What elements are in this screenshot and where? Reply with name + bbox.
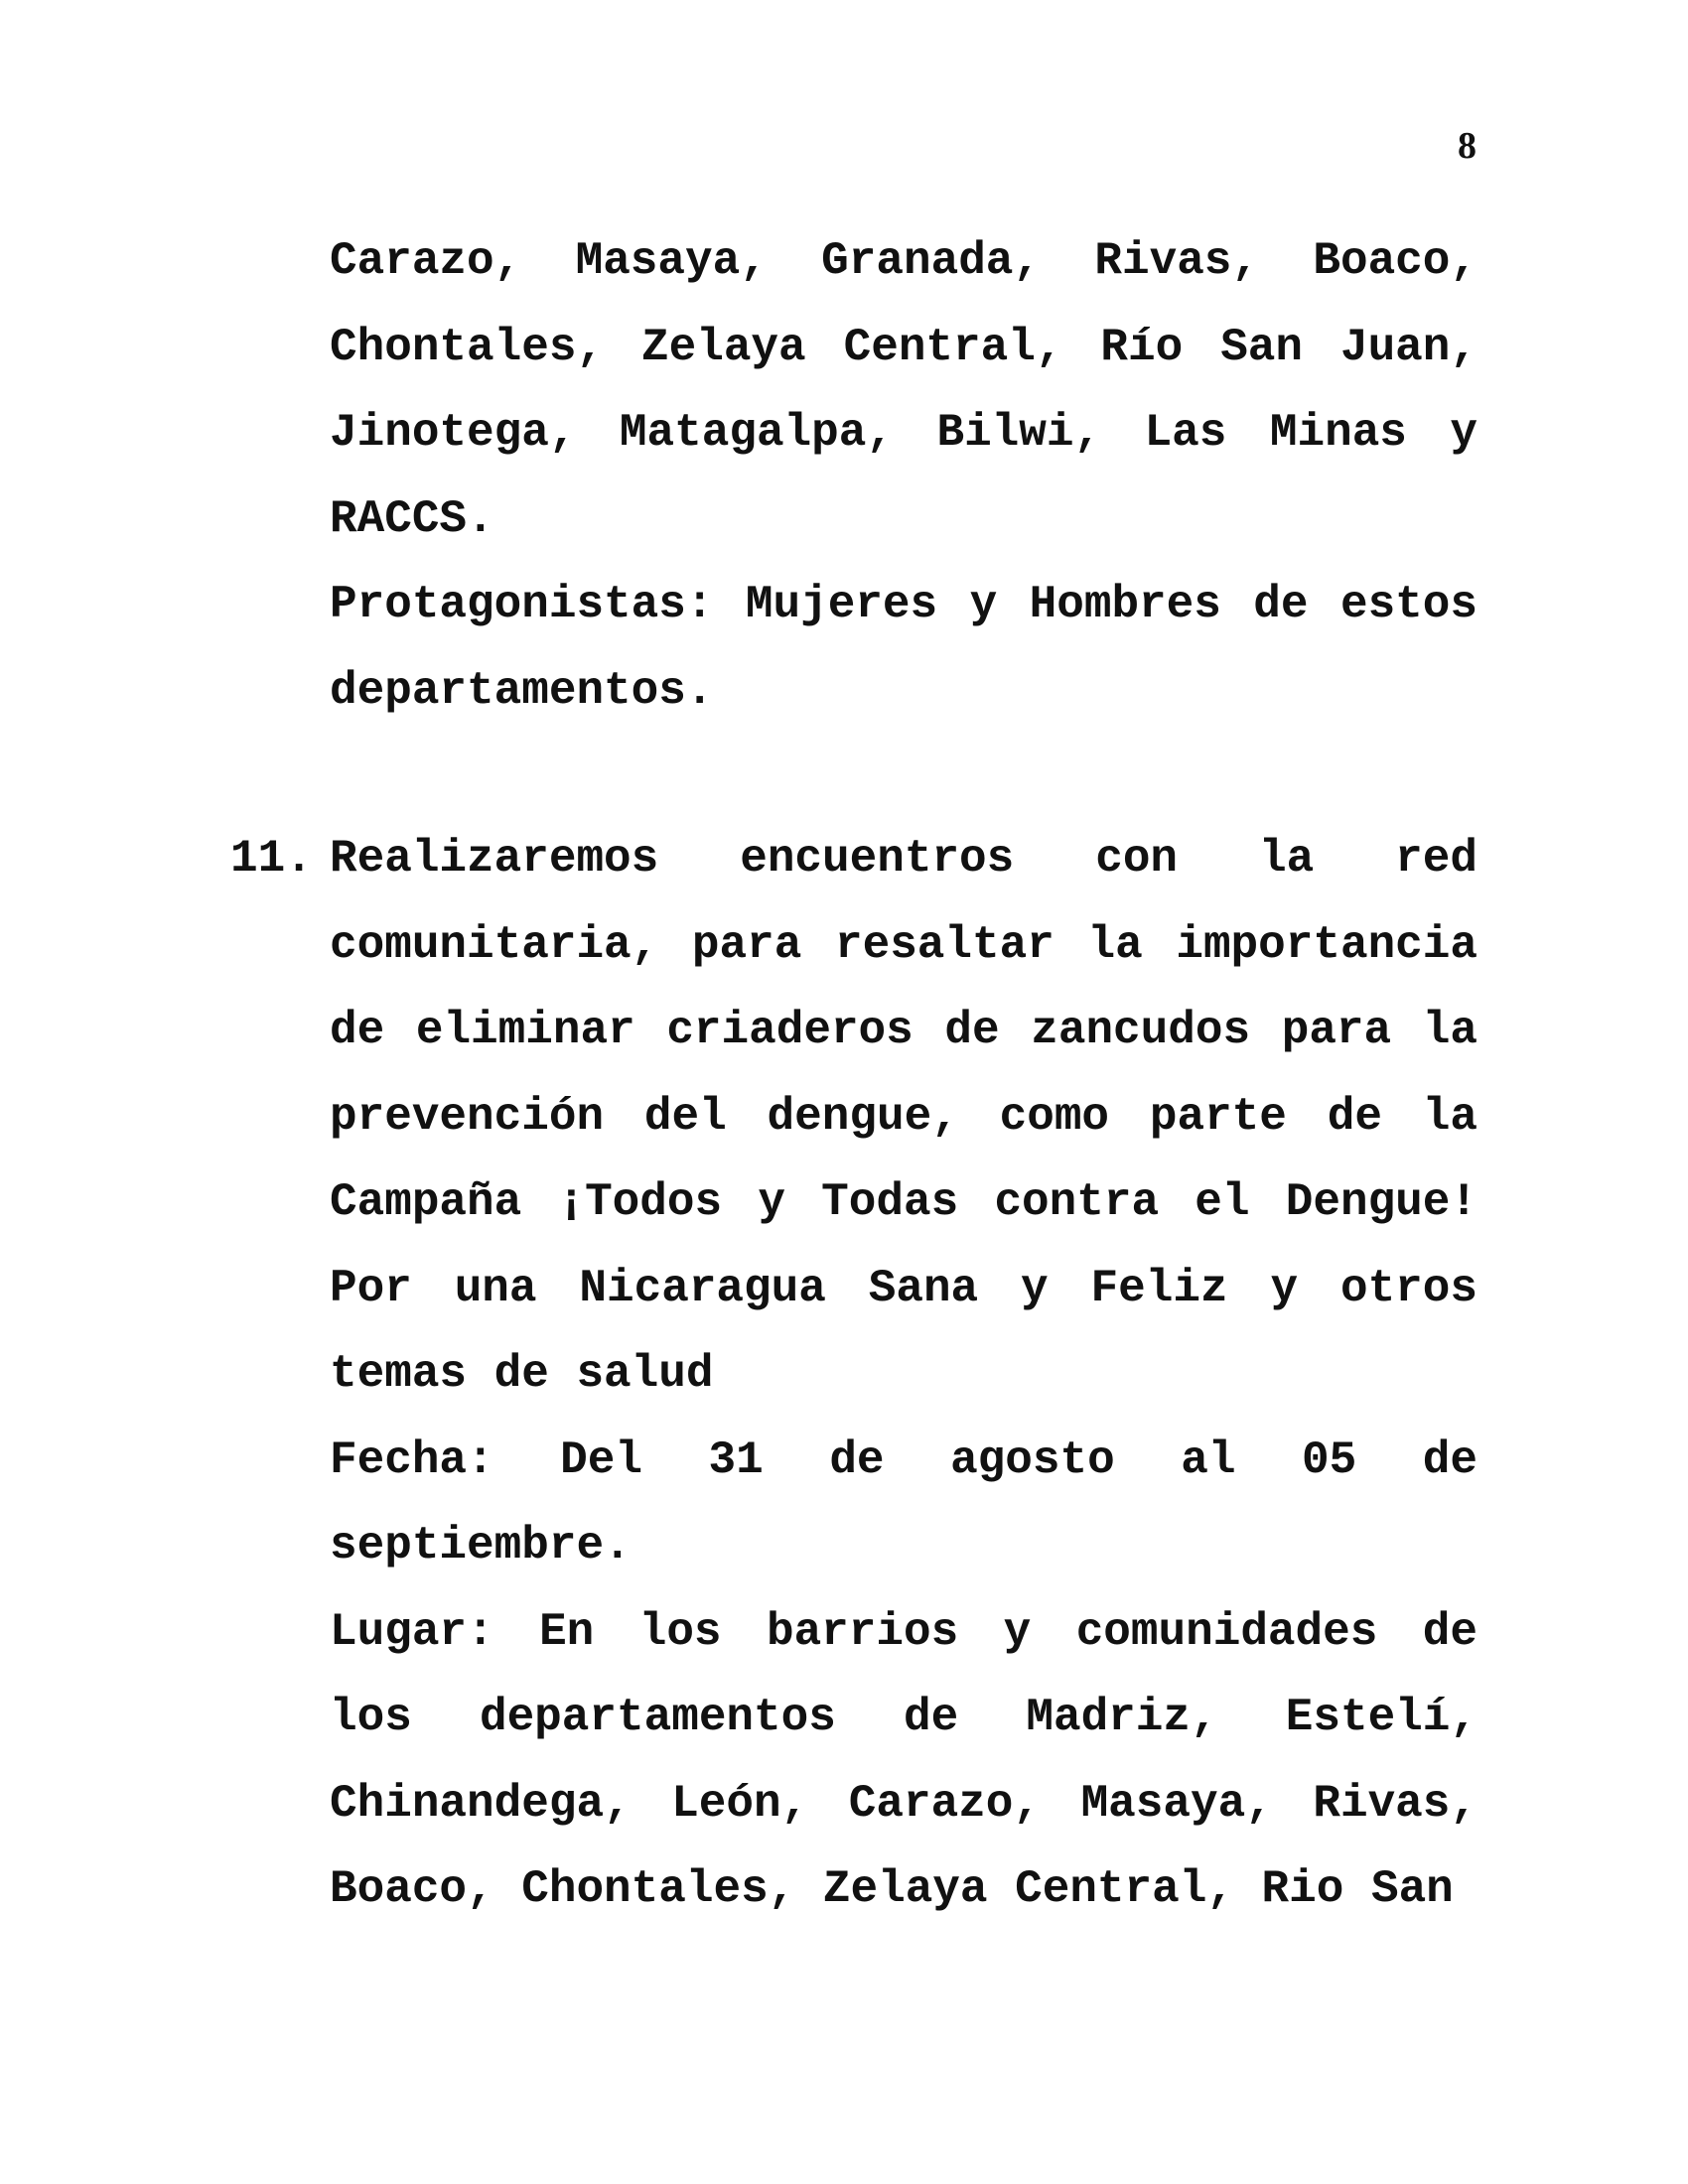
date-line: Fecha: Del 31 de agosto al 05 de septiembre. xyxy=(330,1433,1477,1571)
item-10-continuation xyxy=(330,218,1477,734)
protagonists-paragraph: Protagonistas: Mujeres y Hombres de estos departamentos. xyxy=(330,579,1477,717)
item-description: Realizaremos encuentros con la red comunitaria, para resaltar la importancia de eliminar criaderos de zancudos para la prevención del dengue, como parte de la Campaña ¡Todos y Todas contra el Dengue! Por una Nicaragua Sana y Feliz y otros temas de salud xyxy=(330,833,1477,1400)
item-11-body xyxy=(330,816,1477,1933)
page-number: 8 xyxy=(1458,125,1477,167)
item-number: 11. xyxy=(230,833,313,885)
place-paragraph: Lugar: En los barrios y comunidades de los departamentos de Madriz, Estelí, Chinandega, León, Carazo, Masaya, Rivas, Boaco, Chontales, Zelaya Central, Rio San xyxy=(330,1605,1477,1915)
places-paragraph: Carazo, Masaya, Granada, Rivas, Boaco, Chontales, Zelaya Central, Río San Juan, Jinotega, Matagalpa, Bilwi, Las Minas y RACCS. xyxy=(330,235,1477,545)
